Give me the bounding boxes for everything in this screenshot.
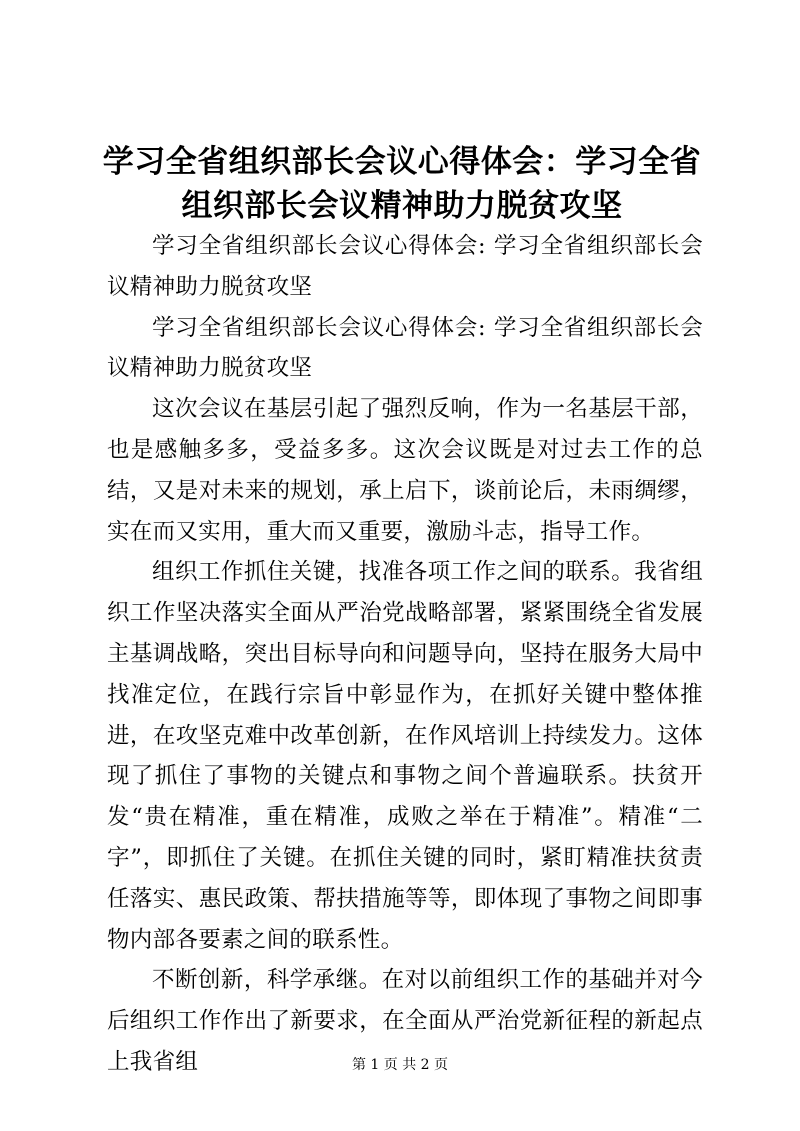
page-footer: 第 1 页 共 2 页 (351, 1057, 449, 1073)
document-body (107, 226, 703, 1083)
paragraph-subtitle-2: 学习全省组织部长会议心得体会: 学习全省组织部长会议精神助力脱贫攻坚 (107, 314, 703, 382)
document-title: 学习全省组织部长会议心得体会：学习全省组织部长会议精神助力脱贫攻坚 (102, 144, 702, 224)
paragraph-key-work: 组织工作抓住关键，找准各项工作之间的联系。我省组织工作坚决落实全面从严治党战略部署，紧紧围绕全省发展主基调战略，突出目标导向和问题导向，坚持在服务大局中找准定位，在践行宗旨中彰显作为，在抓好关键中整体推进，在攻坚克难中改革创新，在作风培训上持续发力。这体现了抓住了事物的关键点和事物之间个普遍联系。扶贫开发“贵在精准，重在精准，成败之举在于精准”。精准“二字”，即抓住了关键。在抓住关键的同时，紧盯精准扶贫责任落实、惠民政策、帮扶措施等等，即体现了事物之间即事物内部各要素之间的联系性。 (107, 559, 703, 953)
paragraph-subtitle-1: 学习全省组织部长会议心得体会: 学习全省组织部长会议精神助力脱贫攻坚 (107, 233, 703, 300)
paragraph-intro: 这次会议在基层引起了强烈反响，作为一名基层干部，也是感触多多，受益多多。这次会议既是对过去工作的总结，又是对未来的规划，承上启下，谈前论后，未雨绸缪，实在而又实用，重大而又重要，激励斗志，指导工作。 (107, 396, 703, 545)
paragraph-innovation: 不断创新，科学承继。在对以前组织工作的基础并对今后组织工作作出了新要求，在全面从严治党新征程的新起点上我省组 (107, 967, 703, 1075)
